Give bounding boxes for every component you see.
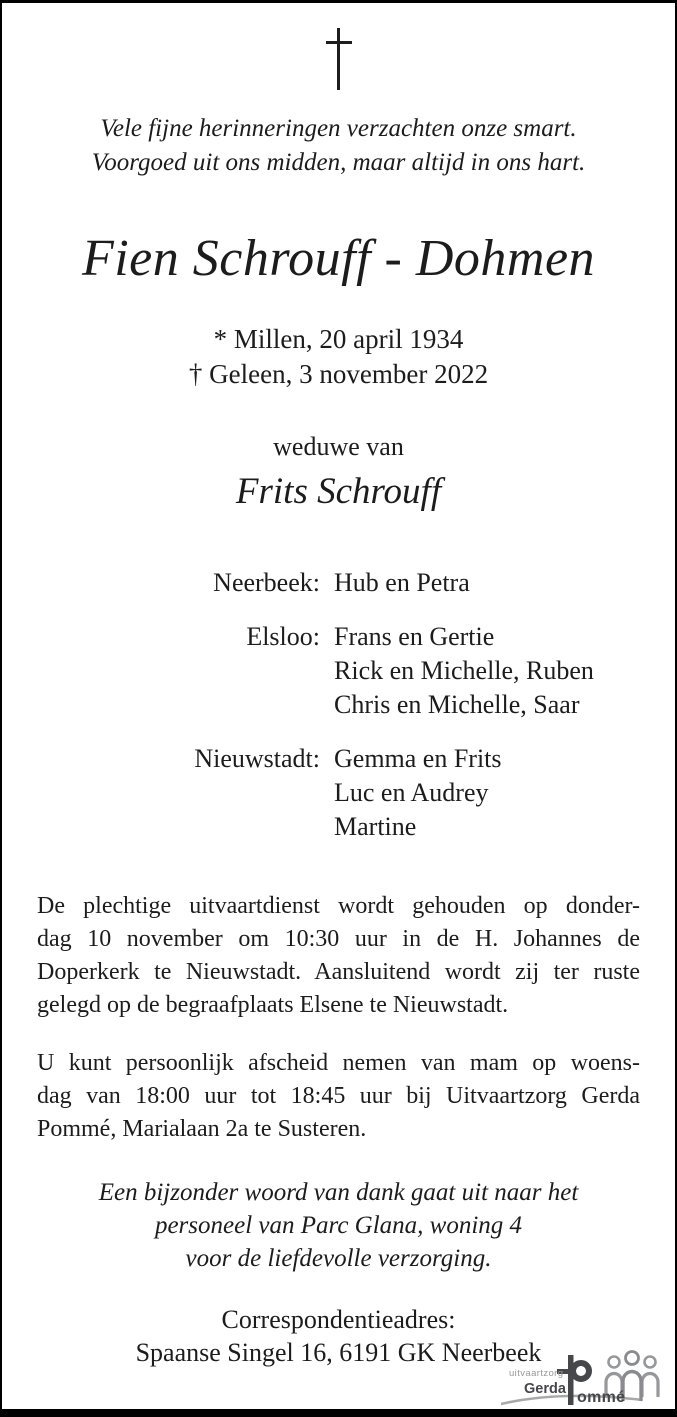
family-list xyxy=(2,566,675,844)
family-group-nieuwstadt xyxy=(2,742,675,844)
family-name-line: Gemma en Frits xyxy=(334,744,502,773)
spouse-name: Frits Schrouff xyxy=(235,471,442,512)
farewell-paragraph xyxy=(37,1047,640,1146)
service-line: Doperkerk te Nieuwstadt. Aansluitend wordt zij ter ruste xyxy=(37,959,640,985)
latin-cross-icon xyxy=(324,28,354,90)
family-place: Neerbeek: xyxy=(213,568,320,597)
family-names xyxy=(334,620,675,722)
thanks-line-2: personeel van Parc Glana, woning 4 xyxy=(154,1212,523,1239)
cross-horizontal-bar xyxy=(326,41,352,44)
correspondence-address: Spaanse Singel 16, 6191 GK Neerbeek xyxy=(135,1338,542,1367)
family-names xyxy=(334,742,675,844)
memorial-verse xyxy=(2,112,675,180)
verse-line-2: Voorgoed uit ons midden, maar altijd in ons hart. xyxy=(91,149,586,176)
logo-small-text: uitvaartzorg xyxy=(509,1368,564,1379)
family-name-line: Frans en Gertie xyxy=(334,622,495,651)
family-name-line: Rick en Michelle, Ruben xyxy=(334,656,594,685)
family-name-line: Martine xyxy=(334,812,417,841)
family-place: Nieuwstadt: xyxy=(194,744,320,773)
farewell-line: U kunt persoonlijk afscheid nemen van mam op woens- xyxy=(37,1050,640,1076)
funeral-home-logo xyxy=(499,1331,671,1409)
gerda-pomme-logo-graphic xyxy=(499,1331,671,1409)
family-name-line: Luc en Audrey xyxy=(334,778,489,807)
widow-label: weduwe van xyxy=(273,432,404,461)
logo-brand-first: Gerda xyxy=(524,1381,566,1397)
family-group-neerbeek xyxy=(2,566,675,600)
farewell-line: dag van 18:00 uur tot 18:45 uur bij Uitvaartzorg Gerda xyxy=(37,1083,640,1109)
logo-brand-rest: ommé xyxy=(577,1389,626,1406)
deceased-name: Fien Schrouff - Dohmen xyxy=(81,230,596,287)
service-line: De plechtige uitvaartdienst wordt gehouden op donder- xyxy=(37,893,640,919)
family-name-line: Chris en Michelle, Saar xyxy=(334,690,580,719)
farewell-line: Pommé, Marialaan 2a te Susteren. xyxy=(37,1116,367,1142)
thanks-line-3: voor de liefdevolle verzorging. xyxy=(185,1245,492,1272)
thanks-line-1: Een bijzonder woord van dank gaat uit naar het xyxy=(98,1179,579,1206)
family-name-line: Hub en Petra xyxy=(334,568,470,597)
family-names xyxy=(334,566,675,600)
thanks-note xyxy=(2,1176,675,1275)
correspondence-label: Correspondentieadres: xyxy=(221,1305,456,1334)
death-line: † Geleen, 3 november 2022 xyxy=(188,359,489,389)
birth-line: * Millen, 20 april 1934 xyxy=(213,324,464,354)
family-place: Elsloo: xyxy=(246,622,320,651)
life-dates xyxy=(2,322,675,392)
service-paragraph xyxy=(37,890,640,1022)
verse-line-1: Vele fijne herinneringen verzachten onze smart. xyxy=(100,115,577,142)
cross-vertical-bar xyxy=(337,28,340,90)
family-group-elsloo xyxy=(2,620,675,722)
service-line: dag 10 november om 10:30 uur in de H. Johannes de xyxy=(37,926,640,952)
service-line: gelegd op de begraafplaats Elsene te Nieuwstadt. xyxy=(37,992,509,1018)
